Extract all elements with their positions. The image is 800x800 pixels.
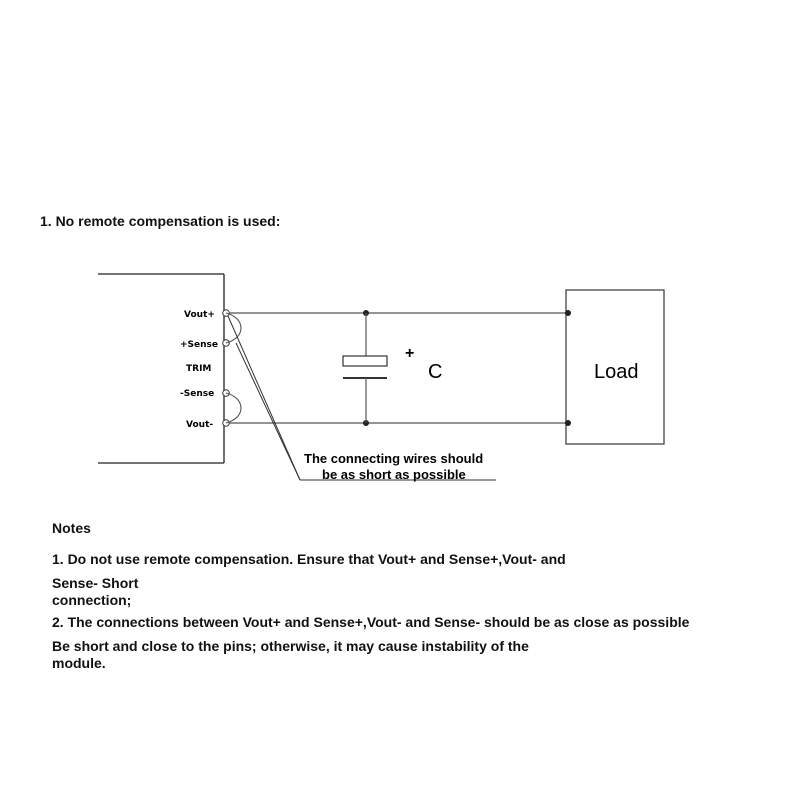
section-heading: 1. No remote compensation is used: [40, 213, 281, 229]
note-line-5: Be short and close to the pins; otherwise, it may cause instability of the [52, 638, 529, 654]
note-line-1: 1. Do not use remote compensation. Ensure that Vout+ and Sense+,Vout- and [52, 551, 566, 567]
note-line-6: module. [52, 655, 106, 671]
pin-label-sense-plus: +Sense [180, 340, 218, 350]
callout-line-1: The connecting wires should [304, 451, 484, 466]
capacitor-polarity: + [405, 345, 415, 362]
note-line-2: Sense- Short [52, 575, 139, 591]
note-line-4: 2. The connections between Vout+ and Sense+,Vout- and Sense- should be as close as possible [52, 614, 690, 630]
junction-dots [363, 310, 571, 426]
jumper-sense-minus-vout-minus [226, 393, 241, 423]
pin-label-trim: TRIM [186, 364, 212, 374]
notes-title: Notes [52, 520, 91, 536]
capacitor-label: C [428, 361, 443, 383]
load-label: Load [594, 361, 639, 383]
pin-label-sense-minus: -Sense [180, 389, 215, 399]
capacitor [343, 313, 387, 423]
callout-line-2: be as short as possible [322, 467, 466, 482]
pin-label-vout-minus: Vout- [186, 420, 214, 430]
note-line-3: connection; [52, 592, 132, 608]
pin-label-vout-plus: Vout+ [184, 310, 215, 320]
